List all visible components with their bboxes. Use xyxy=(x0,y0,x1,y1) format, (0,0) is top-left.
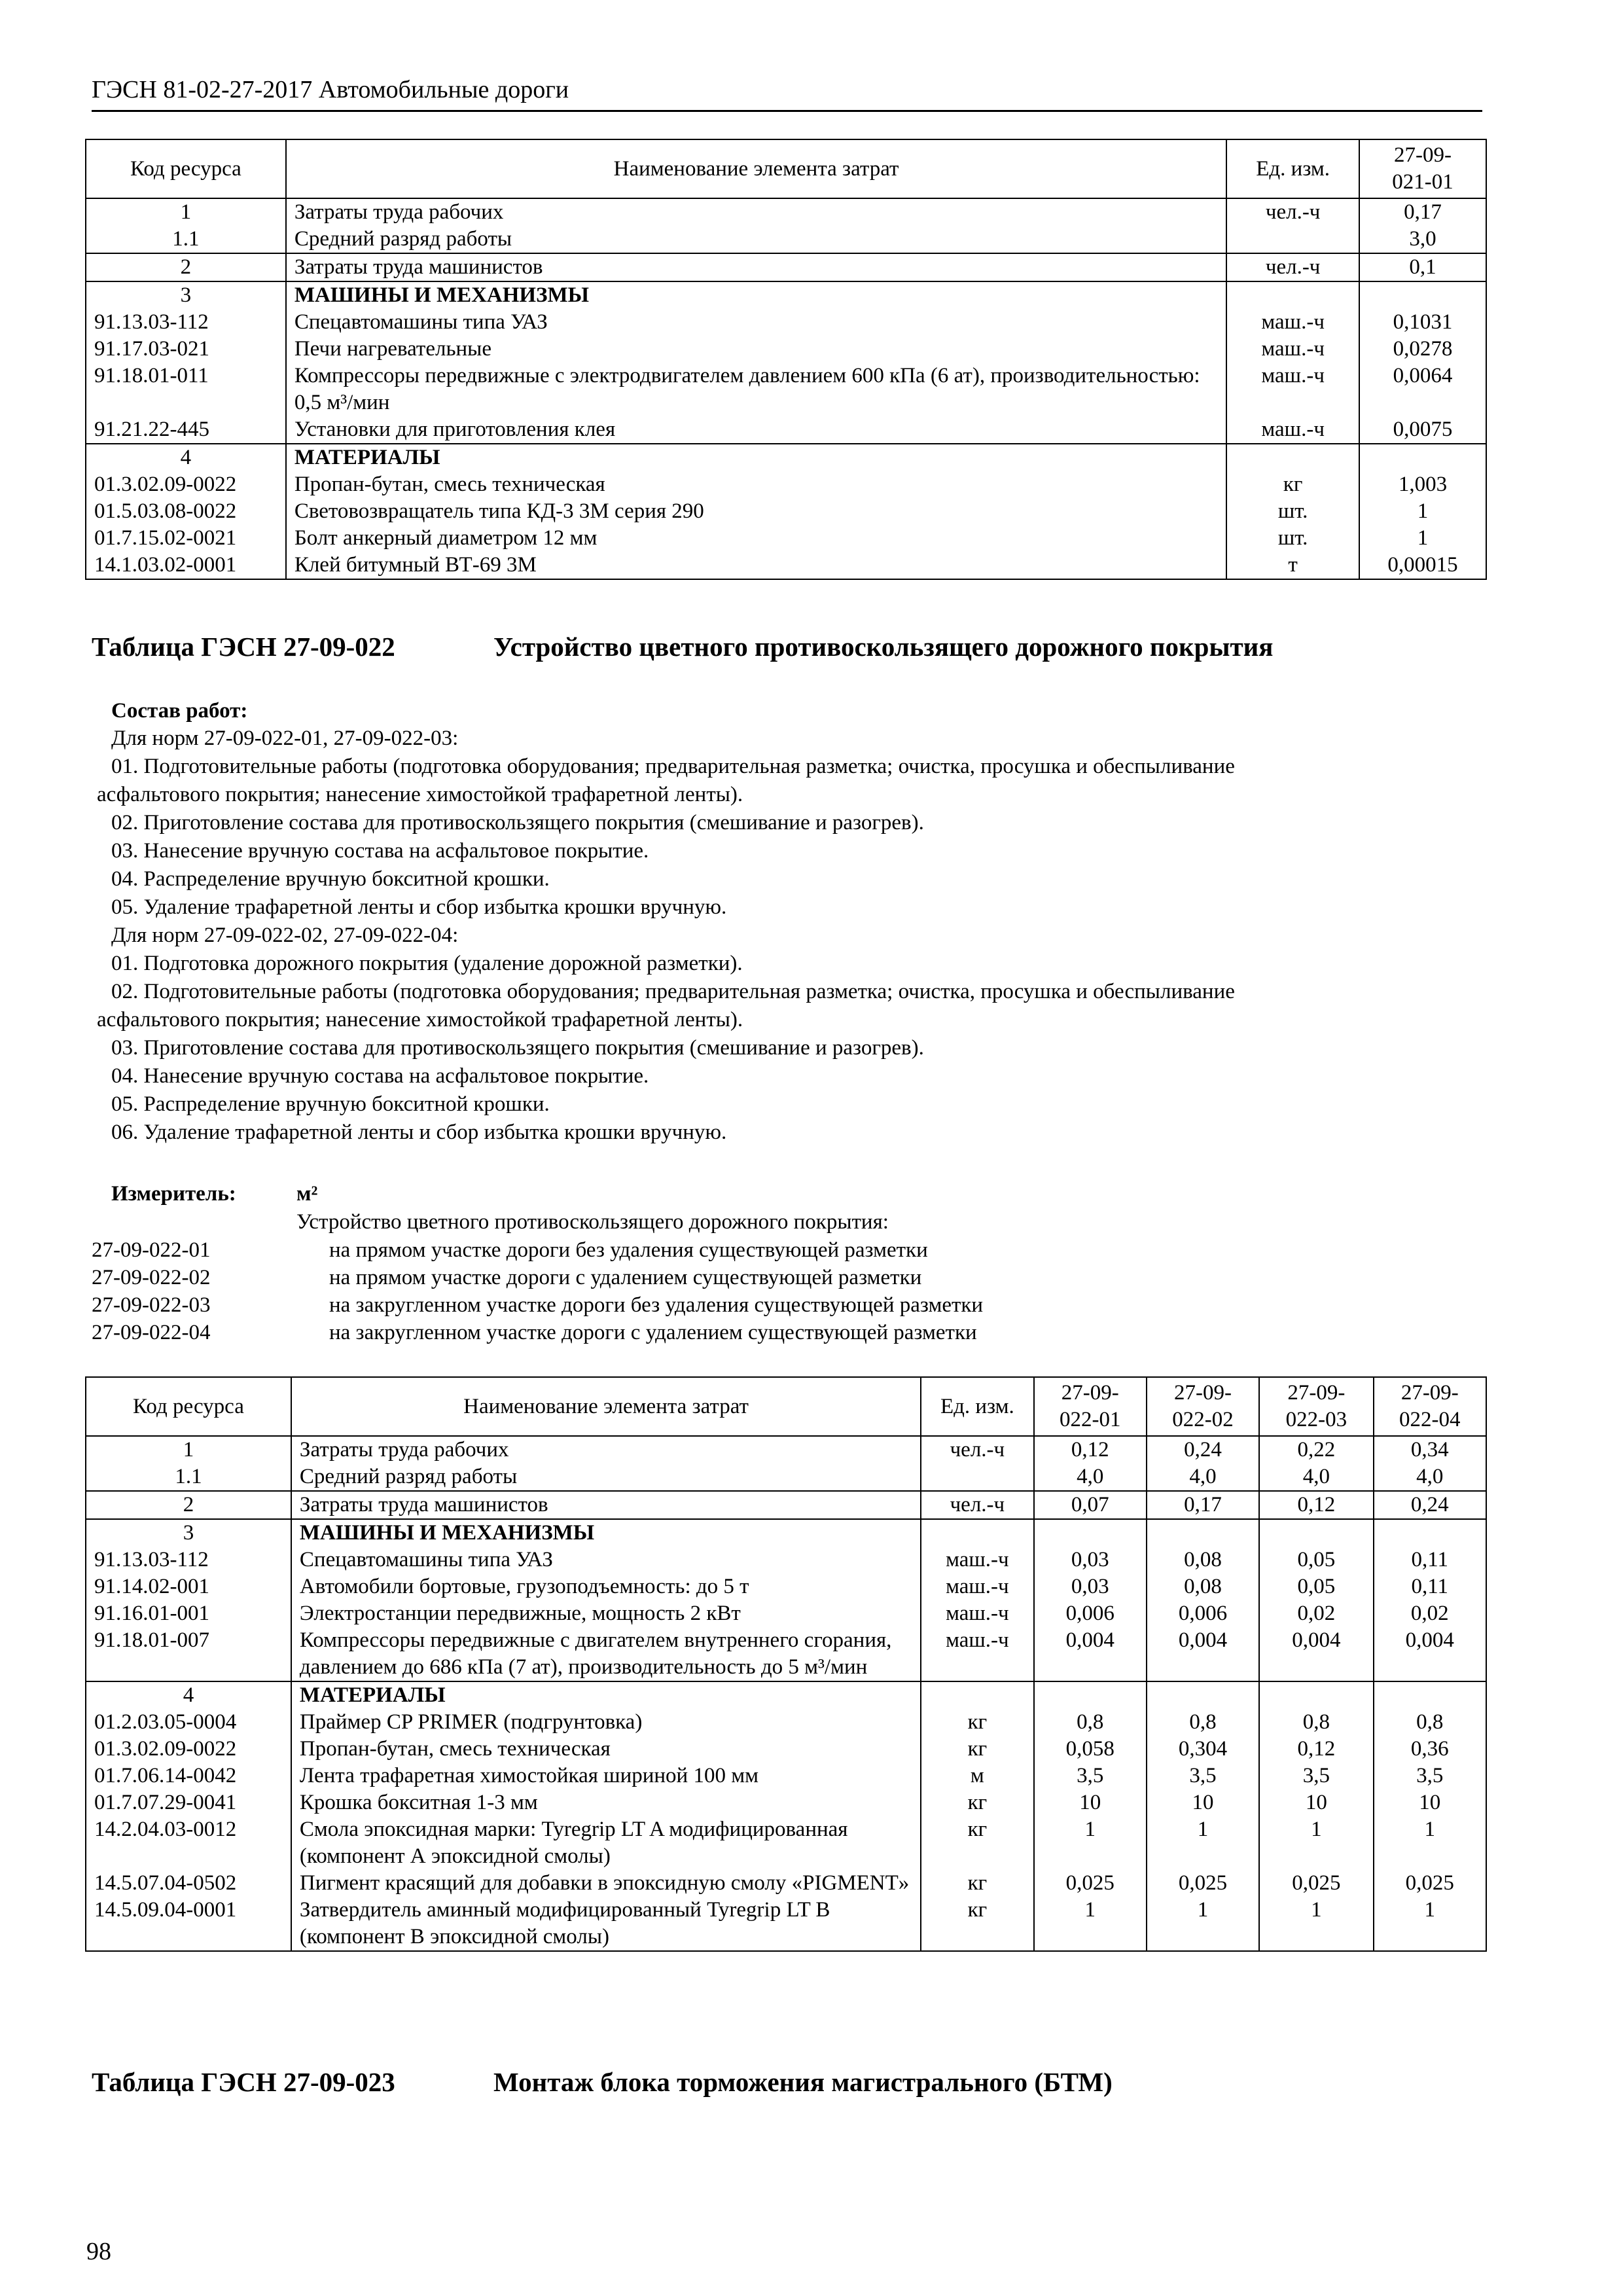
norm-value: 0,025 xyxy=(1259,1870,1373,1897)
sostav-line: 05. Распределение вручную бокситной крошки. xyxy=(111,1092,550,1116)
norm-value xyxy=(1374,1681,1486,1709)
norm-value: 0,025 xyxy=(1374,1870,1486,1897)
measure-item-text: на прямом участке дороги с удалением существующей разметки xyxy=(329,1266,922,1289)
resource-name: Спецавтомашины типа УАЗ xyxy=(291,1547,921,1573)
norm-value: 10 xyxy=(1259,1789,1373,1816)
norm-value: 1 xyxy=(1259,1816,1373,1870)
resource-name: Средний разряд работы xyxy=(286,226,1226,253)
norm-value: 0,07 xyxy=(1034,1491,1147,1519)
resource-unit: кг xyxy=(921,1789,1033,1816)
resource-code: 01.7.15.02-0021 xyxy=(94,526,237,550)
table-row xyxy=(86,1681,1486,1709)
resource-unit: шт. xyxy=(1226,498,1359,525)
table-title-022 xyxy=(92,630,1274,664)
resource-name: Спецавтомашины типа УАЗ xyxy=(286,309,1226,336)
norm-value: 3,5 xyxy=(1259,1763,1373,1789)
norm-value: 0,24 xyxy=(1374,1491,1486,1519)
norm-value: 1 xyxy=(1034,1897,1147,1951)
resource-code: 91.18.01-007 xyxy=(94,1628,209,1652)
resource-name: Праймер CP PRIMER (подгрунтовка) xyxy=(291,1709,921,1736)
resource-name: Печи нагревательные xyxy=(286,336,1226,363)
norm-value: 0,05 xyxy=(1259,1573,1373,1600)
resource-unit: маш.-ч xyxy=(921,1627,1033,1681)
table-row xyxy=(86,1763,1486,1789)
resource-name: Лента трафаретная химостойкая шириной 100 мм xyxy=(291,1763,921,1789)
measure-item xyxy=(92,1264,1400,1291)
resource-unit xyxy=(1226,444,1359,471)
table-row xyxy=(86,1627,1486,1681)
resource-code: 4 xyxy=(86,444,286,471)
table-row xyxy=(86,1816,1486,1870)
sostav-line: 03. Приготовление состава для противоскользящего покрытия (смешивание и разогрев). xyxy=(111,1036,924,1060)
norm-value: 0,08 xyxy=(1147,1573,1259,1600)
norm-value: 1 xyxy=(1374,1816,1486,1870)
norm-value: 0,006 xyxy=(1034,1600,1147,1627)
resource-code: 01.3.02.09-0022 xyxy=(94,473,237,496)
resource-unit xyxy=(921,1463,1033,1491)
sostav-line: 05. Удаление трафаретной ленты и сбор избытка крошки вручную. xyxy=(111,895,727,919)
norm-value: 0,004 xyxy=(1147,1627,1259,1681)
norm-value: 0,24 xyxy=(1147,1436,1259,1463)
norm-value: 0,05 xyxy=(1259,1547,1373,1573)
resource-unit: маш.-ч xyxy=(921,1547,1033,1573)
table-name: Устройство цветного противоскользящего дорожного покрытия xyxy=(493,632,1274,662)
table-row xyxy=(86,1897,1486,1951)
norm-value: 0,34 xyxy=(1374,1436,1486,1463)
resource-unit: чел.-ч xyxy=(1226,198,1359,226)
norm-value: 3,5 xyxy=(1147,1763,1259,1789)
resource-name: Затраты труда рабочих xyxy=(286,198,1226,226)
col-header-unit: Ед. изм. xyxy=(921,1377,1033,1436)
norm-value: 0,36 xyxy=(1374,1736,1486,1763)
norm-value: 0,004 xyxy=(1259,1627,1373,1681)
norm-value: 0,0075 xyxy=(1359,416,1486,444)
resource-code: 4 xyxy=(86,1681,291,1709)
norm-value: 4,0 xyxy=(1374,1463,1486,1491)
resource-name: Электростанции передвижные, мощность 2 кВт xyxy=(291,1600,921,1627)
resource-name: Затраты труда рабочих xyxy=(291,1436,921,1463)
resource-code: 91.13.03-112 xyxy=(94,310,209,334)
running-header: ГЭСН 81-02-27-2017 Автомобильные дороги xyxy=(92,73,1482,112)
resource-code: 14.2.04.03-0012 xyxy=(94,1818,237,1841)
resource-code: 1.1 xyxy=(172,227,200,251)
norm-value: 0,08 xyxy=(1147,1547,1259,1573)
table-title-023 xyxy=(92,2065,1113,2099)
measure-item-code: 27-09-022-01 xyxy=(92,1238,211,1262)
resource-name: Световозвращатель типа КД-3 3М серия 290 xyxy=(286,498,1226,525)
resource-code: 91.21.22-445 xyxy=(94,418,209,441)
resource-name: Затвердитель аминный модифицированный Tyregrip LT B (компонент В эпоксидной смолы) xyxy=(291,1897,921,1951)
norm-value: 0,025 xyxy=(1147,1870,1259,1897)
norm-value: 4,0 xyxy=(1259,1463,1373,1491)
table-row xyxy=(86,1789,1486,1816)
page-number: 98 xyxy=(86,2238,111,2265)
resource-code: 14.5.09.04-0001 xyxy=(94,1898,237,1922)
resource-unit: маш.-ч xyxy=(1226,416,1359,444)
table-name: Монтаж блока торможения магистрального (БТМ) xyxy=(493,2067,1113,2097)
norm-value: 0,00015 xyxy=(1359,552,1486,579)
norm-value: 0,0064 xyxy=(1359,363,1486,416)
resource-unit: кг xyxy=(1226,471,1359,498)
col-header-norm-03: 27-09- 022-03 xyxy=(1259,1377,1373,1436)
norm-value: 0,1031 xyxy=(1359,309,1486,336)
resource-unit: маш.-ч xyxy=(921,1600,1033,1627)
resource-name: Средний разряд работы xyxy=(291,1463,921,1491)
resource-unit: кг xyxy=(921,1736,1033,1763)
table-row xyxy=(86,471,1486,498)
table-row xyxy=(86,1736,1486,1763)
norm-value xyxy=(1374,1519,1486,1547)
norm-value: 0,8 xyxy=(1147,1709,1259,1736)
measure-item-code: 27-09-022-04 xyxy=(92,1321,211,1344)
resource-unit: маш.-ч xyxy=(921,1573,1033,1600)
norm-value xyxy=(1359,281,1486,309)
table-code: Таблица ГЭСН 27-09-023 xyxy=(92,2067,395,2097)
norm-value: 0,8 xyxy=(1034,1709,1147,1736)
measure-unit: м² xyxy=(296,1182,318,1206)
sostav-line: 01. Подготовка дорожного покрытия (удаление дорожной разметки). xyxy=(111,952,743,975)
col-header-norm-02: 27-09- 022-02 xyxy=(1147,1377,1259,1436)
table-row xyxy=(86,1519,1486,1547)
resource-unit: т xyxy=(1226,552,1359,579)
resource-unit: шт. xyxy=(1226,525,1359,552)
norm-value: 10 xyxy=(1147,1789,1259,1816)
norm-value xyxy=(1147,1681,1259,1709)
col-header-name: Наименование элемента затрат xyxy=(291,1377,921,1436)
sostav-line: 06. Удаление трафаретной ленты и сбор избытка крошки вручную. xyxy=(111,1121,727,1144)
col-header-norm-01: 27-09- 022-01 xyxy=(1034,1377,1147,1436)
norm-value: 0,304 xyxy=(1147,1736,1259,1763)
measure-item-code: 27-09-022-02 xyxy=(92,1266,211,1289)
sostav-line: 04. Распределение вручную бокситной крошки. xyxy=(111,867,550,891)
table-row xyxy=(86,309,1486,336)
norm-value: 1 xyxy=(1147,1897,1259,1951)
norm-value: 0,8 xyxy=(1259,1709,1373,1736)
norm-value: 0,004 xyxy=(1034,1627,1147,1681)
resource-unit xyxy=(921,1681,1033,1709)
resource-table-022 xyxy=(85,1376,1487,1952)
col-header-code: Код ресурса xyxy=(86,1377,291,1436)
norm-value: 0,0278 xyxy=(1359,336,1486,363)
col-header-code: Код ресурса xyxy=(86,139,286,198)
resource-code: 91.13.03-112 xyxy=(94,1548,209,1571)
resource-name: МАТЕРИАЛЫ xyxy=(291,1681,921,1709)
resource-code: 91.16.01-001 xyxy=(94,1602,209,1625)
norm-value xyxy=(1359,444,1486,471)
table-row xyxy=(86,416,1486,444)
resource-code: 3 xyxy=(86,1519,291,1547)
resource-name: МАШИНЫ И МЕХАНИЗМЫ xyxy=(286,281,1226,309)
measure-item xyxy=(92,1236,1400,1264)
resource-unit: чел.-ч xyxy=(921,1491,1033,1519)
resource-unit: кг xyxy=(921,1709,1033,1736)
norm-value xyxy=(1259,1519,1373,1547)
norm-value: 0,004 xyxy=(1374,1627,1486,1681)
measure-item-text: на закругленном участке дороги с удалением существующей разметки xyxy=(329,1321,977,1344)
resource-code: 01.7.07.29-0041 xyxy=(94,1791,237,1814)
measure-item-text: на закругленном участке дороги без удаления существующей разметки xyxy=(329,1293,984,1317)
measure-items xyxy=(92,1236,1400,1346)
norm-value: 1 xyxy=(1359,498,1486,525)
norm-value: 0,17 xyxy=(1359,198,1486,226)
sostav-line: Для норм 27-09-022-02, 27-09-022-04: xyxy=(111,924,459,947)
resource-name: Крошка бокситная 1-3 мм xyxy=(291,1789,921,1816)
resource-unit: маш.-ч xyxy=(1226,363,1359,416)
sostav-line: асфальтового покрытия; нанесение химостойкой трафаретной ленты). xyxy=(97,1008,743,1031)
resource-name: Компрессоры передвижные с электродвигателем давлением 600 кПа (6 ат), производительностью: 0,5 м³/мин xyxy=(286,363,1226,416)
sostav-line: 04. Нанесение вручную состава на асфальтовое покрытие. xyxy=(111,1064,649,1088)
norm-value xyxy=(1147,1519,1259,1547)
resource-code: 1.1 xyxy=(175,1465,202,1488)
table-row xyxy=(86,281,1486,309)
col-header-norm-04: 27-09- 022-04 xyxy=(1374,1377,1486,1436)
resource-name: Пигмент красящий для добавки в эпоксидную смолу «PIGMENT» xyxy=(291,1870,921,1897)
resource-name: Автомобили бортовые, грузоподъемность: до 5 т xyxy=(291,1573,921,1600)
col-header-name: Наименование элемента затрат xyxy=(286,139,1226,198)
resource-name: Компрессоры передвижные с двигателем внутреннего сгорания, давлением до 686 кПа (7 ат), производительность до 5 м³/мин xyxy=(291,1627,921,1681)
resource-name: Болт анкерный диаметром 12 мм xyxy=(286,525,1226,552)
resource-code: 01.7.06.14-0042 xyxy=(94,1764,237,1787)
norm-value: 0,17 xyxy=(1147,1491,1259,1519)
resource-code: 3 xyxy=(86,281,286,309)
sostav-line: 01. Подготовительные работы (подготовка оборудования; предварительная разметка; очистка, просушка и обеспыливание xyxy=(111,755,1235,778)
norm-value xyxy=(1034,1681,1147,1709)
resource-unit: кг xyxy=(921,1897,1033,1951)
norm-value: 1 xyxy=(1034,1816,1147,1870)
norm-value: 0,11 xyxy=(1374,1573,1486,1600)
resource-unit: маш.-ч xyxy=(1226,336,1359,363)
norm-value: 1 xyxy=(1147,1816,1259,1870)
resource-code: 91.17.03-021 xyxy=(94,337,209,361)
table-row xyxy=(86,498,1486,525)
norm-value: 4,0 xyxy=(1034,1463,1147,1491)
table-row xyxy=(86,552,1486,579)
measure-item-text: на прямом участке дороги без удаления существующей разметки xyxy=(329,1238,928,1262)
norm-value: 1 xyxy=(1359,525,1486,552)
norm-value: 0,02 xyxy=(1374,1600,1486,1627)
table-row xyxy=(86,198,1486,226)
resource-code: 91.14.02-001 xyxy=(94,1575,209,1598)
col-header-norm: 27-09- 021-01 xyxy=(1359,139,1486,198)
norm-value: 1,003 xyxy=(1359,471,1486,498)
resource-code: 1 xyxy=(180,200,192,224)
norm-value: 0,12 xyxy=(1259,1491,1373,1519)
norm-value: 3,0 xyxy=(1359,226,1486,253)
table-row xyxy=(86,525,1486,552)
norm-value: 0,03 xyxy=(1034,1573,1147,1600)
table-row xyxy=(86,1547,1486,1573)
resource-name: Установки для приготовления клея xyxy=(286,416,1226,444)
resource-code: 01.3.02.09-0022 xyxy=(94,1737,237,1761)
table-row xyxy=(86,444,1486,471)
norm-value: 0,1 xyxy=(1359,253,1486,281)
sostav-rabot-heading: Состав работ: xyxy=(111,699,248,723)
norm-value: 3,5 xyxy=(1374,1763,1486,1789)
measure-item-code: 27-09-022-03 xyxy=(92,1293,211,1317)
table-row xyxy=(86,1573,1486,1600)
table-row xyxy=(86,1600,1486,1627)
norm-value: 0,12 xyxy=(1034,1436,1147,1463)
resource-name: Затраты труда машинистов xyxy=(291,1491,921,1519)
norm-value: 3,5 xyxy=(1034,1763,1147,1789)
table-row xyxy=(86,336,1486,363)
table-row xyxy=(86,1709,1486,1736)
resource-code: 01.5.03.08-0022 xyxy=(94,499,237,523)
norm-value: 1 xyxy=(1259,1897,1373,1951)
resource-name: МАШИНЫ И МЕХАНИЗМЫ xyxy=(291,1519,921,1547)
norm-value: 0,12 xyxy=(1259,1736,1373,1763)
resource-unit: маш.-ч xyxy=(1226,309,1359,336)
norm-value: 1 xyxy=(1374,1897,1486,1951)
norm-value: 0,058 xyxy=(1034,1736,1147,1763)
resource-unit: кг xyxy=(921,1870,1033,1897)
norm-value: 0,8 xyxy=(1374,1709,1486,1736)
resource-name: Пропан-бутан, смесь техническая xyxy=(291,1736,921,1763)
resource-code: 01.2.03.05-0004 xyxy=(94,1710,237,1734)
resource-unit: м xyxy=(921,1763,1033,1789)
table-row xyxy=(86,226,1486,253)
resource-unit: чел.-ч xyxy=(921,1436,1033,1463)
sostav-line: 02. Подготовительные работы (подготовка оборудования; предварительная разметка; очистка, просушка и обеспыливание xyxy=(111,980,1235,1003)
resource-code: 14.5.07.04-0502 xyxy=(94,1871,237,1895)
measure-item xyxy=(92,1319,1400,1346)
measure-item xyxy=(92,1291,1400,1319)
resource-unit: кг xyxy=(921,1816,1033,1870)
table-row xyxy=(86,1436,1486,1463)
norm-value xyxy=(1034,1519,1147,1547)
norm-value xyxy=(1259,1681,1373,1709)
resource-unit xyxy=(921,1519,1033,1547)
resource-code: 91.18.01-011 xyxy=(94,364,209,387)
norm-value: 0,025 xyxy=(1034,1870,1147,1897)
resource-unit: чел.-ч xyxy=(1226,253,1359,281)
resource-code: 14.1.03.02-0001 xyxy=(94,553,237,577)
resource-name: Пропан-бутан, смесь техническая xyxy=(286,471,1226,498)
table-row xyxy=(86,1463,1486,1491)
table-row xyxy=(86,363,1486,416)
sostav-line: 02. Приготовление состава для противоскользящего покрытия (смешивание и разогрев). xyxy=(111,811,924,834)
resource-name: МАТЕРИАЛЫ xyxy=(286,444,1226,471)
table-row xyxy=(86,1491,1486,1519)
norm-value: 0,02 xyxy=(1259,1600,1373,1627)
measure-label: Измеритель: xyxy=(111,1182,236,1206)
norm-value: 0,03 xyxy=(1034,1547,1147,1573)
norm-value: 4,0 xyxy=(1147,1463,1259,1491)
col-header-unit: Ед. изм. xyxy=(1226,139,1359,198)
norm-value: 10 xyxy=(1034,1789,1147,1816)
sostav-rabot-list xyxy=(97,725,1486,1147)
sostav-line: Для норм 27-09-022-01, 27-09-022-03: xyxy=(111,726,459,750)
resource-name: Смола эпоксидная марки: Tyregrip LT A модифицированная (компонент А эпоксидной смолы) xyxy=(291,1816,921,1870)
norm-value: 0,22 xyxy=(1259,1436,1373,1463)
measure-description: Устройство цветного противоскользящего дорожного покрытия: xyxy=(296,1210,889,1234)
resource-code: 1 xyxy=(183,1438,194,1462)
norm-value: 0,006 xyxy=(1147,1600,1259,1627)
sostav-line: асфальтового покрытия; нанесение химостойкой трафаретной ленты). xyxy=(97,783,743,806)
table-code: Таблица ГЭСН 27-09-022 xyxy=(92,632,395,662)
norm-value: 0,11 xyxy=(1374,1547,1486,1573)
resource-code: 2 xyxy=(86,253,286,281)
resource-table-021 xyxy=(85,139,1487,580)
sostav-line: 03. Нанесение вручную состава на асфальтовое покрытие. xyxy=(111,839,649,863)
norm-value: 10 xyxy=(1374,1789,1486,1816)
table-row xyxy=(86,253,1486,281)
resource-unit xyxy=(1226,226,1359,253)
table-row xyxy=(86,1870,1486,1897)
resource-code: 2 xyxy=(86,1491,291,1519)
resource-name: Затраты труда машинистов xyxy=(286,253,1226,281)
resource-unit xyxy=(1226,281,1359,309)
resource-name: Клей битумный ВТ-69 3М xyxy=(286,552,1226,579)
